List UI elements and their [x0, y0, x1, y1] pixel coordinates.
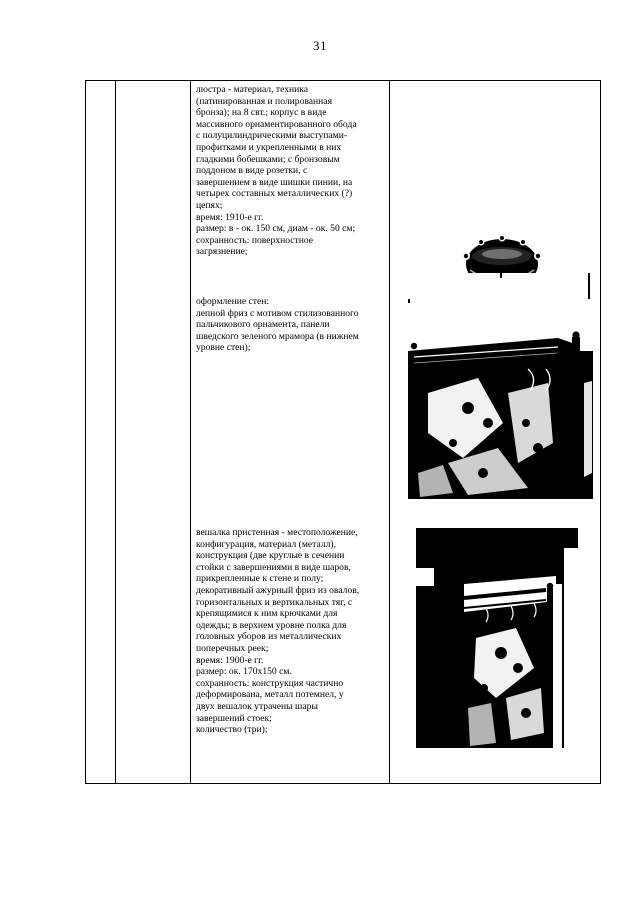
text-line: четырех составных металлических (?)	[196, 188, 353, 200]
text-line: завершений стоек;	[196, 712, 272, 724]
column-divider-2	[190, 81, 191, 783]
text-line: размер: в - ок. 150 см, диам - ок. 50 см;	[196, 223, 356, 235]
text-line: шведского зеленого мрамора (в нижнем	[196, 330, 359, 342]
column-divider-1	[115, 81, 116, 783]
entry-description-coat-rack	[196, 527, 391, 736]
text-line: крепящимися к ним крючками для	[196, 608, 338, 620]
text-line: вешалка пристенная - местоположение,	[196, 527, 358, 538]
text-line: время: 1900-е гг.	[196, 654, 264, 666]
text-line: двух вешалок утрачены шары	[196, 700, 318, 712]
text-line: профитками и укрепленными в них	[196, 141, 342, 153]
text-line: горизонтальных и вертикальных тяг, с	[196, 596, 353, 608]
text-line: поддоном в виде розетки, с	[196, 165, 308, 177]
text-line: (патинированная и полированная	[196, 95, 332, 107]
text-line: декоративный ажурный фриз из овалов,	[196, 584, 360, 596]
text-line: завершением в виде шишки пинии, на	[196, 176, 353, 188]
text-line: прикрепленные к стене и полу;	[196, 573, 324, 585]
inventory-table	[85, 80, 601, 784]
text-line: пальчикового орнамента, панели	[196, 319, 330, 331]
text-line: сохранность: поверхностное	[196, 234, 314, 246]
text-line: люстра - материал, техника	[196, 84, 309, 95]
text-line: лепной фриз с мотивом стилизованного	[196, 307, 359, 319]
text-line: время: 1910-е гг.	[196, 211, 264, 223]
entry-description-chandelier	[196, 84, 391, 258]
entry-description-walls	[196, 296, 391, 354]
text-line: количество (три);	[196, 724, 268, 736]
text-line: поперечных реек;	[196, 642, 269, 654]
text-line: размер: ок. 170х150 см.	[196, 666, 292, 678]
text-line: гладкими бобешками; с бронзовым	[196, 153, 340, 165]
text-line: головных уборов из металлических	[196, 631, 342, 643]
text-line: конфигурация, материал (металл),	[196, 538, 336, 550]
text-line: сохранность: конструкция частично	[196, 677, 344, 689]
text-line: деформирована, металл потемнел, у	[196, 689, 344, 701]
text-line: стойки с завершениями в виде шаров,	[196, 561, 351, 573]
text-line: оформление стен:	[196, 296, 270, 307]
text-line: загрязнение;	[196, 246, 248, 258]
text-line: одежды; в верхнем уровне полка для	[196, 619, 347, 631]
text-line: конструкция (две круглые в сечении	[196, 550, 345, 562]
text-line: цепях;	[196, 199, 223, 211]
text-line: уровне стен);	[196, 342, 251, 354]
page-number: 31	[313, 38, 327, 53]
coat-rack-photo	[416, 528, 578, 748]
text-line: с полуцилиндрическими выступами-	[196, 130, 348, 142]
wall-decoration-photo	[408, 273, 593, 499]
text-line: бронза); на 8 свт.; корпус в виде	[196, 107, 327, 119]
text-line: массивного орнаментированного обода	[196, 118, 357, 130]
